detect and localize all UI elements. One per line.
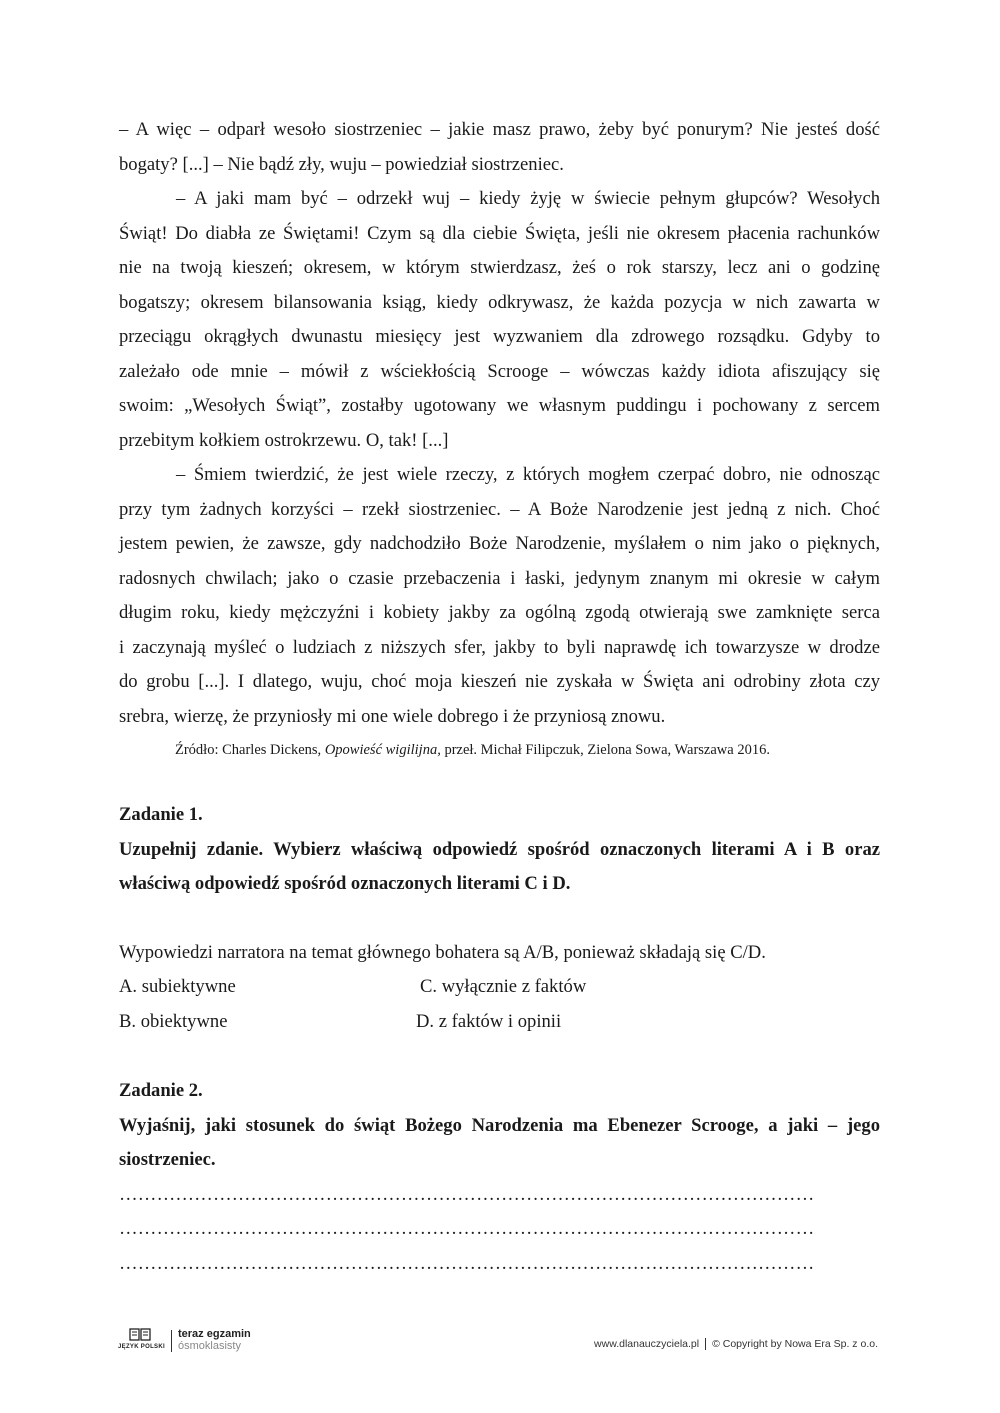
task-1-instruction	[119, 833, 880, 902]
text-line: bogatszy; okresem bilansowania ksiąg, kiedy odkrywasz, że każda pozycja w nich zawarta w	[119, 291, 880, 313]
text-line: właściwą odpowiedź spośród oznaczonych literami C i D.	[119, 873, 571, 894]
source-prefix: Źródło: Charles Dickens,	[175, 742, 325, 758]
footer-divider	[171, 1330, 172, 1352]
footer-site-link[interactable]: www.dlanauczyciela.pl	[594, 1338, 700, 1350]
task-1-title: Zadanie 1.	[119, 804, 203, 825]
text-line: nie na twoją kieszeń; okresem, w którym stwierdzasz, żeś o rok starszy, lecz ani o godzinę	[119, 257, 880, 278]
text-line: do grobu [...]. I dlatego, wuju, choć moja kieszeń nie zyskała w Święta ani odrobiny złota czy	[119, 671, 880, 692]
brand-line-1: teraz egzamin	[178, 1328, 251, 1340]
source-title: Opowieść wigilijna,	[324, 742, 441, 758]
text-line: jestem pewien, że zawsze, gdy nadchodziło Boże Narodzenie, myślałem o nim jako o pięknych,	[119, 533, 880, 554]
option-d[interactable]: D. z faktów i opinii	[416, 1010, 562, 1032]
logo-subject-label: JĘZYK POLSKI	[118, 1344, 165, 1350]
text-line: bogaty? [...] – Nie bądź zły, wuju – powiedział siostrzeniec.	[119, 153, 564, 175]
passage-paragraph-1	[119, 113, 880, 182]
subject-logo	[118, 1328, 165, 1354]
text-line: srebra, wierzę, że przyniosły mi one wiele dobrego i że przyniosą znowu.	[119, 705, 666, 727]
book-icon	[129, 1328, 151, 1342]
answer-line-2[interactable]: …………………………………………………………………………………………………	[119, 1218, 815, 1239]
footer-right	[594, 1338, 878, 1350]
option-b[interactable]: B. obiektywne	[119, 1010, 228, 1032]
text-line: i zaczynają myśleć o ludziach z niższych sfer, jakby to byli naprawdę ich towarzysze w drodze	[119, 636, 880, 658]
text-line: – Śmiem twierdzić, że jest wiele rzeczy, z których mogłem czerpać dobro, nie odnosząc	[176, 464, 880, 485]
option-c[interactable]: C. wyłącznie z faktów	[420, 976, 587, 997]
text-line: radosnych chwilach; jako o czasie przebaczenia i łaski, jedynym znanym mi okresie w całym	[119, 567, 880, 589]
page-footer	[0, 1328, 1000, 1358]
text-line: przebitym kołkiem ostrokrzewu. O, tak! [...]	[119, 429, 449, 451]
text-line: siostrzeniec.	[119, 1149, 216, 1170]
source-suffix: przeł. Michał Filipczuk, Zielona Sowa, Warszawa 2016.	[440, 742, 770, 758]
footer-separator	[705, 1338, 706, 1350]
text-line: swoim: „Wesołych Świąt”, zostałby ugotowany we własnym puddingu i pochowany z sercem	[119, 395, 880, 416]
footer-copyright: © Copyright by Nowa Era Sp. z o.o.	[712, 1338, 878, 1350]
brand-line-2: ósmoklasisty	[178, 1340, 241, 1352]
text-line: zależało ode mnie – mówił z wściekłością Scrooge – wówczas każdy idiota afiszujący się	[119, 360, 880, 382]
task-2-title: Zadanie 2.	[119, 1080, 203, 1101]
text-line: – A więc – odparł wesoło siostrzeniec – jakie masz prawo, żeby być ponurym? Nie jesteś dość	[119, 119, 880, 140]
answer-line-1[interactable]: …………………………………………………………………………………………………	[119, 1183, 815, 1205]
task-2-instruction	[119, 1109, 880, 1178]
task-1-statement: Wypowiedzi narratora na temat głównego bohatera są A/B, ponieważ składają się C/D.	[119, 941, 766, 963]
text-line: Uzupełnij zdanie. Wybierz właściwą odpowiedź spośród oznaczonych literami A i B oraz	[119, 838, 880, 860]
text-line: długim roku, kiedy mężczyźni i kobiety jakby za ogólną zgodą otwierają swe zamknięte serca	[119, 602, 880, 623]
text-line: przeciągu okrągłych dwunastu miesięcy jest wyzwaniem dla zdrowego rozsądku. Gdyby to	[119, 326, 880, 347]
document-page	[119, 113, 880, 1281]
passage-paragraph-2	[119, 182, 880, 458]
source-citation	[119, 742, 880, 759]
task-1-options	[119, 970, 880, 1039]
text-line: przy tym żadnych korzyści – rzekł siostrzeniec. – A Boże Narodzenie jest jedną z nich. Choć	[119, 498, 880, 520]
text-line: Wyjaśnij, jaki stosunek do świąt Bożego Narodzenia ma Ebenezer Scrooge, a jaki – jego	[119, 1114, 880, 1136]
answer-line-3[interactable]: …………………………………………………………………………………………………	[119, 1252, 815, 1274]
passage-paragraph-3	[119, 458, 880, 734]
text-line: Świąt! Do diabła ze Świętami! Czym są dla ciebie Święta, jeśli nie okresem płacenia rachunków	[119, 222, 880, 244]
option-a[interactable]: A. subiektywne	[119, 976, 236, 997]
text-line: – A jaki mam być – odrzekł wuj – kiedy żyję w świecie pełnym głupców? Wesołych	[176, 188, 880, 209]
